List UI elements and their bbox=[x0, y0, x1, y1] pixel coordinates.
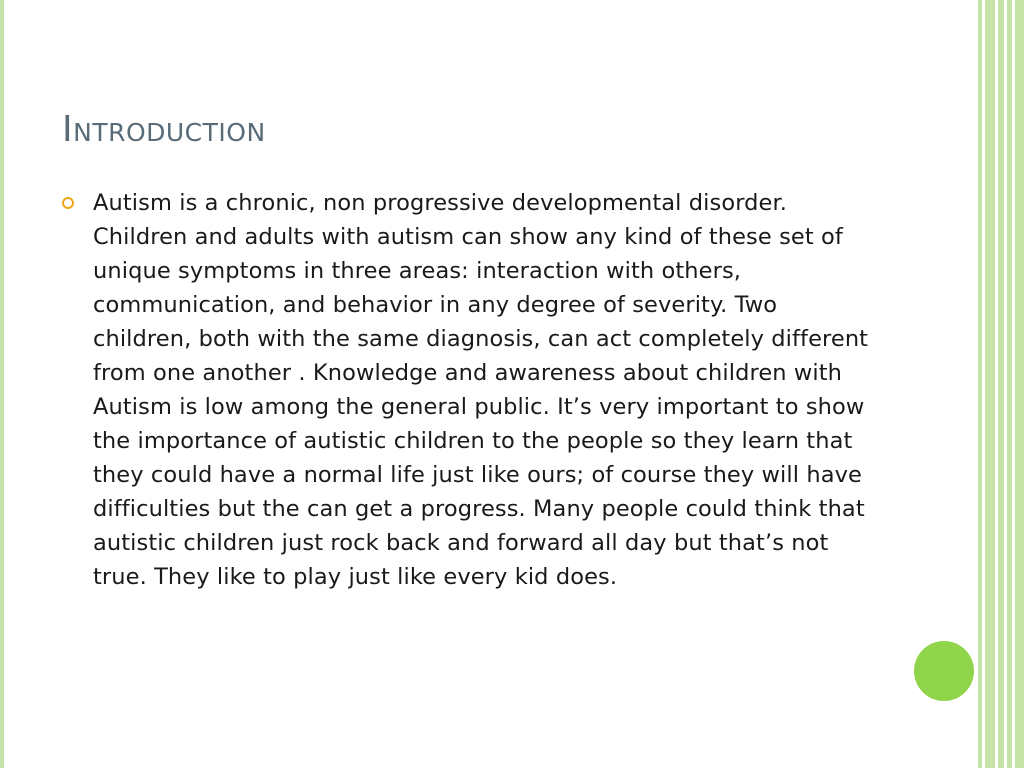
right-stripe bbox=[985, 0, 995, 768]
slide-title: Introduction bbox=[62, 109, 266, 150]
left-border-stripe bbox=[0, 0, 4, 768]
right-stripe-gap bbox=[1012, 0, 1015, 768]
bullet-text: Autism is a chronic, non progressive developmental disorder. Children and adults with autism can show any kind of these set of unique symptoms in three areas: interaction with others, communication, and behavior in any degree of severity. Two children, both with the same diagnosis, can act completely different from one another . Knowledge and awareness about children with Autism is low among the general public. It’s very important to show the importance of autistic children to the people so they learn that they could have a normal life just like ours; of course they will have difficulties but the can get a progress. Many people could think that autistic children just rock back and forward all day but that’s not true. They like to play just like every kid does. bbox=[93, 190, 869, 590]
slide-content bbox=[62, 186, 882, 594]
right-stripe bbox=[998, 0, 1004, 768]
right-stripe bbox=[978, 0, 982, 768]
bullet-item bbox=[62, 186, 882, 594]
bullet-circle-icon bbox=[62, 197, 74, 209]
right-stripe bbox=[1007, 0, 1024, 768]
decorative-green-circle bbox=[914, 641, 974, 701]
